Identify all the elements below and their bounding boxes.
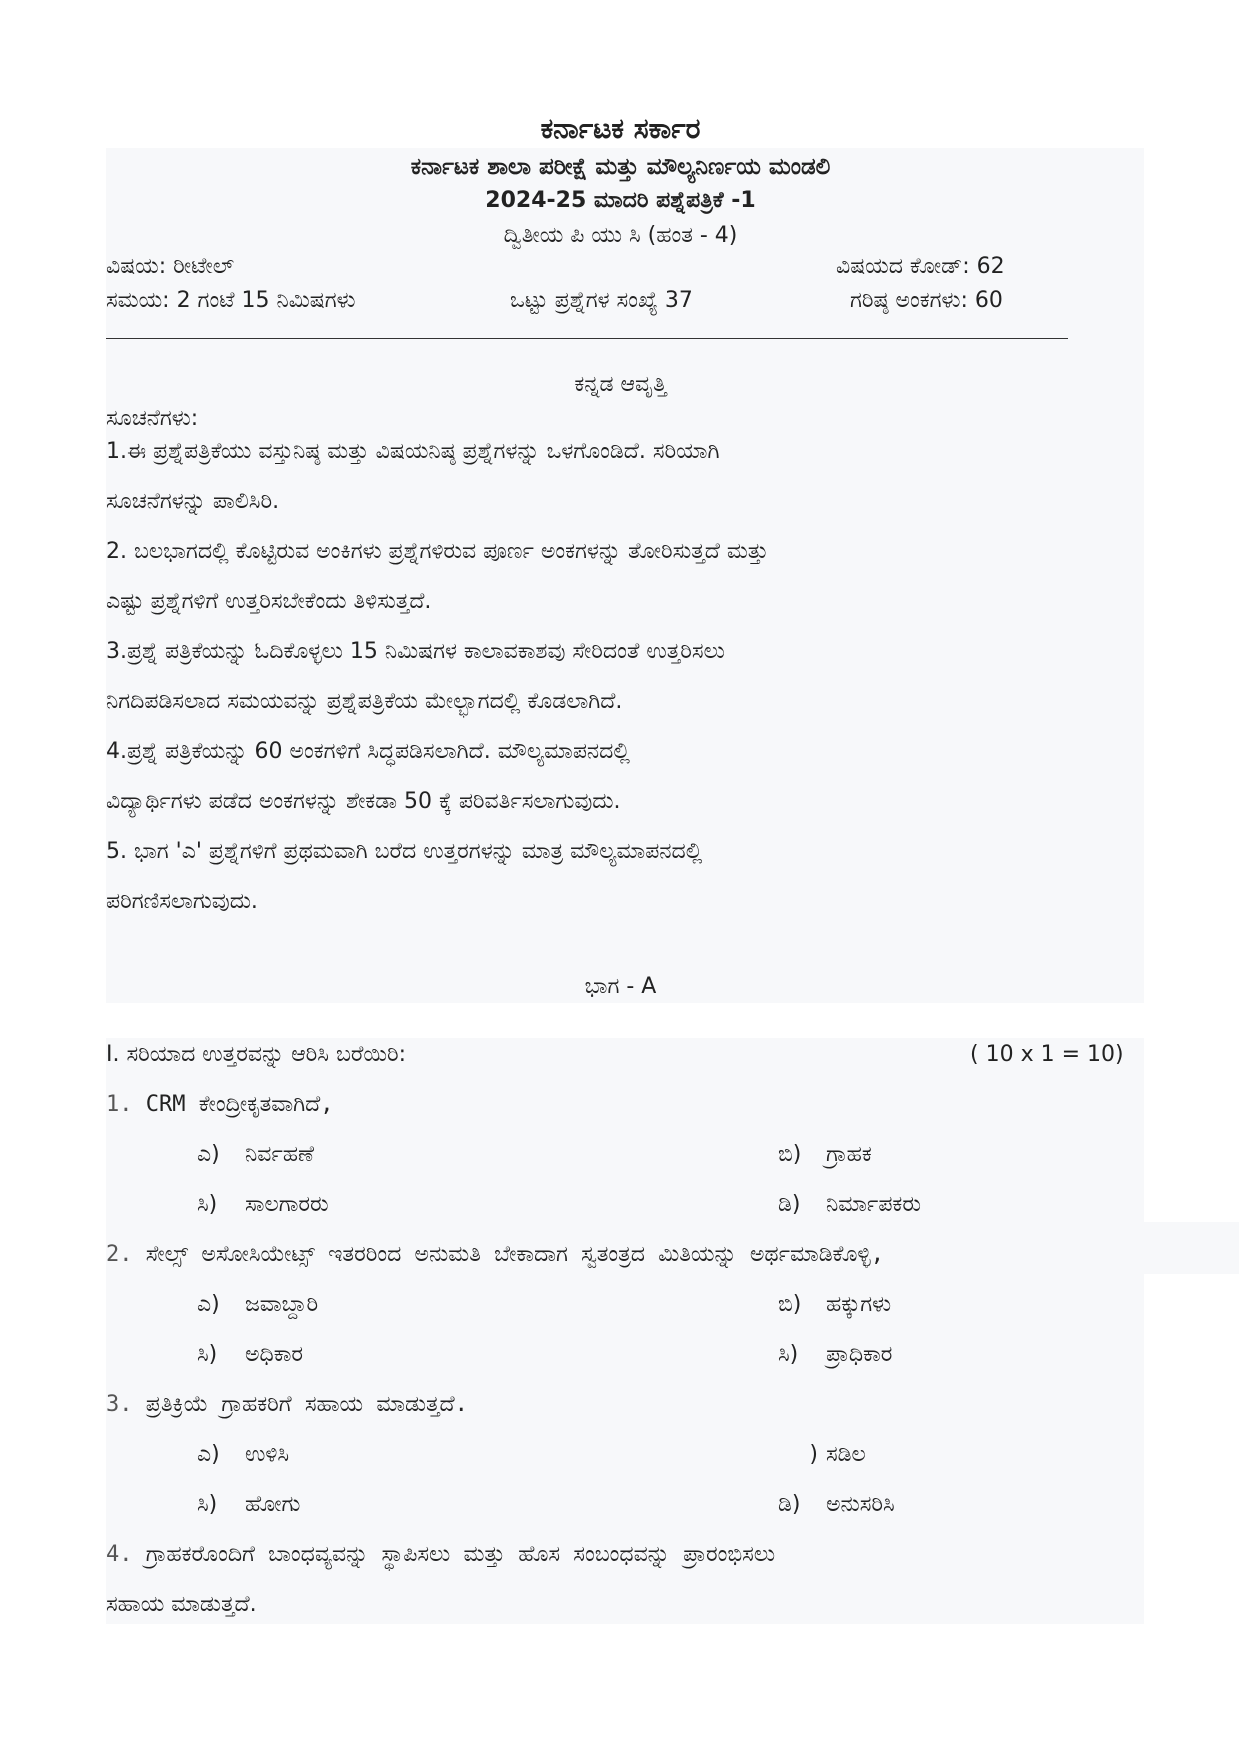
- question-text: ಪ್ರತಿಕ್ರಿಯೆ ಗ್ರಾಹಕರಿಗೆ ಸಹಾಯ ಮಾಡುತ್ತದೆ.: [145, 1392, 468, 1417]
- question-text: CRM ಕೇಂದ್ರೀಕೃತವಾಗಿದೆ,: [145, 1092, 334, 1117]
- option: [197, 1190, 329, 1220]
- question-number: 4.: [106, 1542, 133, 1567]
- option-text: ಹಕ್ಕುಗಳು: [826, 1292, 892, 1317]
- question-4-continuation: ಸಹಾಯ ಮಾಡುತ್ತದೆ.: [106, 1592, 257, 1617]
- part-heading: ಭಾಗ - A: [584, 974, 657, 999]
- question-4: [106, 1540, 775, 1570]
- question-1: [106, 1090, 334, 1120]
- max-marks: ಗರಿಷ್ಠ ಅಂಕಗಳು: 60: [850, 288, 1003, 313]
- option: [197, 1340, 303, 1370]
- option: [197, 1290, 318, 1320]
- option-text: ಪ್ರಾಧಿಕಾರ: [826, 1342, 893, 1367]
- option-label: ಡಿ): [778, 1492, 801, 1517]
- instruction-line: 3.ಪ್ರಶ್ನೆ ಪತ್ರಿಕೆಯನ್ನು ಓದಿಕೊಳ್ಳಲು 15 ನಿಮಿಷಗಳ ಕಾಲಾವಕಾಶವು ಸೇರಿದಂತೆ ಉತ್ತರಿಸಲು: [106, 639, 725, 664]
- question-text: ಗ್ರಾಹಕರೊಂದಿಗೆ ಬಾಂಧವ್ಯವನ್ನು ಸ್ಥಾಪಿಸಲು ಮತ್ತು ಹೊಸ ಸಂಬಂಧವನ್ನು ಪ್ರಾರಂಭಿಸಲು: [145, 1542, 776, 1567]
- option-label: ಬಿ): [778, 1142, 802, 1167]
- option: [197, 1140, 314, 1170]
- version-label: ಕನ್ನಡ ಆವೃತ್ತಿ: [574, 372, 667, 397]
- option: [778, 1440, 866, 1470]
- instruction-line: ವಿದ್ಯಾರ್ಥಿಗಳು ಪಡೆದ ಅಂಕಗಳನ್ನು ಶೇಕಡಾ 50 ಕ್ಕೆ ಪರಿವರ್ತಿಸಲಾಗುವುದು.: [106, 789, 621, 814]
- option-text: ನಿರ್ಮಾಪಕರು: [826, 1192, 921, 1217]
- board-title: ಕರ್ನಾಟಕ ಶಾಲಾ ಪರೀಕ್ಷೆ ಮತ್ತು ಮೌಲ್ಯನಿರ್ಣಯ ಮಂಡಲಿ: [410, 154, 831, 180]
- question-number: 1.: [106, 1092, 133, 1117]
- instruction-line: 4.ಪ್ರಶ್ನೆ ಪತ್ರಿಕೆಯನ್ನು 60 ಅಂಕಗಳಿಗೆ ಸಿದ್ಧಪಡಿಸಲಾಗಿದೆ. ಮೌಲ್ಯಮಾಪನದಲ್ಲಿ: [106, 739, 630, 764]
- class-label: ದ್ವಿತೀಯ ಪಿ ಯು ಸಿ (ಹಂತ - 4): [503, 223, 738, 248]
- option-text: ಜವಾಬ್ದಾರಿ: [245, 1292, 319, 1317]
- option: [778, 1140, 872, 1170]
- option-label: ಸಿ): [197, 1192, 218, 1217]
- instruction-line: 1.ಈ ಪ್ರಶ್ನೆಪತ್ರಿಕೆಯು ವಸ್ತುನಿಷ್ಠ ಮತ್ತು ವಿಷಯನಿಷ್ಠ ಪ್ರಶ್ನೆಗಳನ್ನು ಒಳಗೊಂಡಿದೆ. ಸರಿಯಾಗಿ: [106, 439, 720, 464]
- option-label: ಎ): [197, 1142, 220, 1167]
- instruction-line: 5. ಭಾಗ 'ಎ' ಪ್ರಶ್ನೆಗಳಿಗೆ ಪ್ರಥಮವಾಗಿ ಬರೆದ ಉತ್ತರಗಳನ್ನು ಮಾತ್ರ ಮೌಲ್ಯಮಾಪನದಲ್ಲಿ: [106, 839, 703, 864]
- option-label: ಡಿ): [778, 1192, 801, 1217]
- instruction-line: ಪರಿಗಣಿಸಲಾಗುವುದು.: [106, 889, 258, 914]
- question-2: [106, 1240, 884, 1270]
- option-label: ಬಿ): [778, 1292, 802, 1317]
- option-text: ಸಡಿಲ: [826, 1442, 866, 1467]
- question-3: [106, 1390, 468, 1420]
- option: [778, 1290, 891, 1320]
- option-text: ನಿರ್ವಹಣೆ: [245, 1142, 315, 1167]
- option-text: ಗ್ರಾಹಕ: [826, 1142, 872, 1167]
- option-label: ಸಿ): [197, 1492, 218, 1517]
- instruction-line: ನಿಗದಿಪಡಿಸಲಾದ ಸಮಯವನ್ನು ಪ್ರಶ್ನೆಪತ್ರಿಕೆಯ ಮೇಲ್ಭಾಗದಲ್ಲಿ ಕೊಡಲಾಗಿದೆ.: [106, 689, 623, 714]
- instruction-line: 2. ಬಲಭಾಗದಲ್ಲಿ ಕೊಟ್ಟಿರುವ ಅಂಕಿಗಳು ಪ್ರಶ್ನೆಗಳಿರುವ ಪೂರ್ಣ ಅಂಕಗಳನ್ನು ತೋರಿಸುತ್ತದೆ ಮತ್ತು: [106, 539, 769, 564]
- option-text: ಸಾಲಗಾರರು: [245, 1192, 329, 1217]
- instructions-heading: ಸೂಚನೆಗಳು:: [106, 406, 199, 431]
- section-title: I. ಸರಿಯಾದ ಉತ್ತರವನ್ನು ಆರಿಸಿ ಬರೆಯಿರಿ:: [106, 1042, 407, 1067]
- time: ಸಮಯ: 2 ಗಂಟೆ 15 ನಿಮಿಷಗಳು: [106, 288, 356, 313]
- divider: [106, 338, 1068, 339]
- option: [197, 1440, 289, 1470]
- instruction-line: ಎಷ್ಟು ಪ್ರಶ್ನೆಗಳಿಗೆ ಉತ್ತರಿಸಬೇಕೆಂದು ತಿಳಿಸುತ್ತದೆ.: [106, 589, 432, 614]
- option-label: ಸಿ): [778, 1342, 799, 1367]
- option: [778, 1490, 895, 1520]
- government-title: ಕರ್ನಾಟಕ ಸರ್ಕಾರ: [540, 112, 701, 145]
- option-text: ಅನುಸರಿಸಿ: [826, 1492, 895, 1517]
- subject: ವಿಷಯ: ರೀಟೇಲ್: [106, 254, 235, 279]
- instruction-line: ಸೂಚನೆಗಳನ್ನು ಪಾಲಿಸಿರಿ.: [106, 489, 280, 514]
- option: [197, 1490, 300, 1520]
- paper-title-text: 2024-25 ಮಾದರಿ ಪಶ್ನೆಪತ್ರಿಕೆ -1: [485, 188, 756, 213]
- section-marks: ( 10 x 1 = 10): [970, 1042, 1124, 1067]
- total-questions: ಒಟ್ಟು ಪ್ರಶ್ನೆಗಳ ಸಂಖ್ಯೆ 37: [510, 288, 693, 313]
- option-text: ಉಳಿಸಿ: [245, 1442, 290, 1467]
- question-number: 3.: [106, 1392, 133, 1417]
- subject-code: ವಿಷಯದ ಕೋಡ್: 62: [836, 254, 1005, 279]
- option: [778, 1340, 892, 1370]
- option-text: ಹೋಗು: [245, 1492, 301, 1517]
- option-label: ಎ): [197, 1292, 220, 1317]
- option-label: ): [809, 1442, 818, 1467]
- option-label: ಸಿ): [197, 1342, 218, 1367]
- option: [778, 1190, 921, 1220]
- question-number: 2.: [106, 1242, 133, 1267]
- option-text: ಅಧಿಕಾರ: [245, 1342, 304, 1367]
- option-label: ಎ): [197, 1442, 220, 1467]
- question-text: ಸೇಲ್ಸ್ ಅಸೋಸಿಯೇಟ್ಸ್ ಇತರರಿಂದ ಅನುಮತಿ ಬೇಕಾದಾಗ ಸ್ವತಂತ್ರದ ಮಿತಿಯನ್ನು ಅರ್ಥಮಾಡಿಕೊಳ್ಳಿ,: [145, 1242, 884, 1267]
- paper-title: [0, 186, 1241, 216]
- questions-background: [106, 1038, 1144, 1624]
